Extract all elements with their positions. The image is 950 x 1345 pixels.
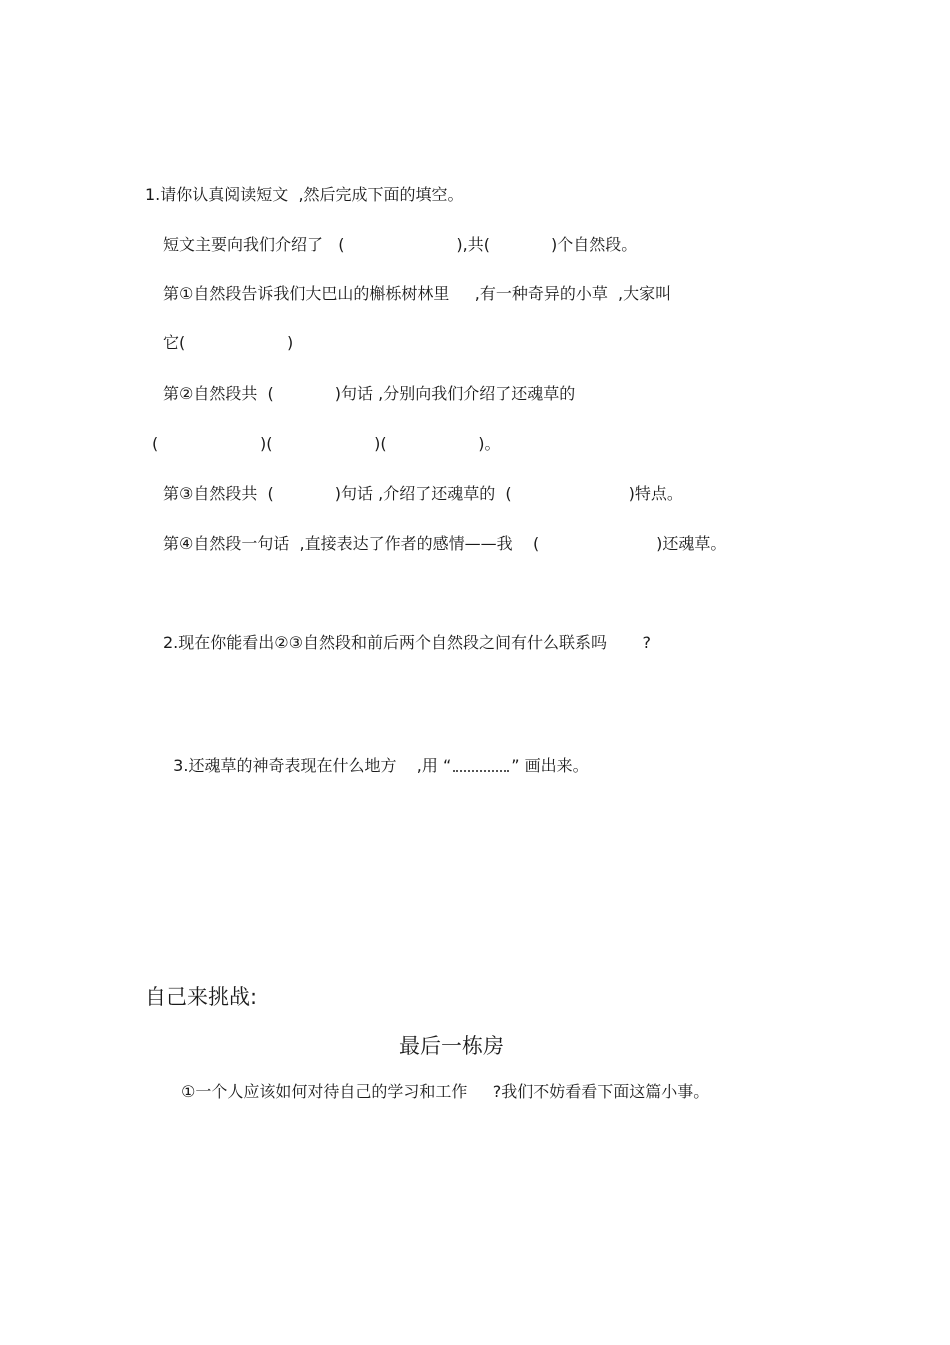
question-1-line-7: 第④自然段一句话 ,直接表达了作者的感情——我 ( )还魂草。 — [163, 534, 727, 553]
story-paragraph-1: ①一个人应该如何对待自己的学习和工作 ?我们不妨看看下面这篇小事。 — [181, 1082, 710, 1101]
challenge-heading: 自己来挑战: — [145, 985, 258, 1009]
question-1-line-3: 它( ) — [163, 333, 294, 352]
question-1-line-5: ( )( )( )。 — [152, 434, 501, 453]
question-1-line-6: 第③自然段共 ( )句话 ,介绍了还魂草的 ( )特点。 — [163, 484, 683, 503]
question-3-text-after: ” 画出来。 — [511, 756, 589, 775]
question-1-prompt: 1.请你认真阅读短文 ,然后完成下面的填空。 — [145, 185, 464, 204]
question-3-text-before: 3.还魂草的神奇表现在什么地方 ,用 “ — [173, 756, 452, 775]
question-1-line-4: 第②自然段共 ( )句话 ,分别向我们介绍了还魂草的 — [163, 384, 576, 403]
question-1-line-1: 短文主要向我们介绍了 ( ),共( )个自然段。 — [163, 235, 638, 254]
question-3-prompt — [163, 733, 589, 777]
wavy-underline-sample — [453, 762, 509, 772]
question-1-line-2: 第①自然段告诉我们大巴山的槲栎树林里 ,有一种奇异的小草 ,大家叫 — [163, 284, 672, 303]
story-title: 最后一栋房 — [399, 1034, 504, 1058]
question-2-prompt: 2.现在你能看出②③自然段和前后两个自然段之间有什么联系吗 ? — [163, 633, 652, 652]
